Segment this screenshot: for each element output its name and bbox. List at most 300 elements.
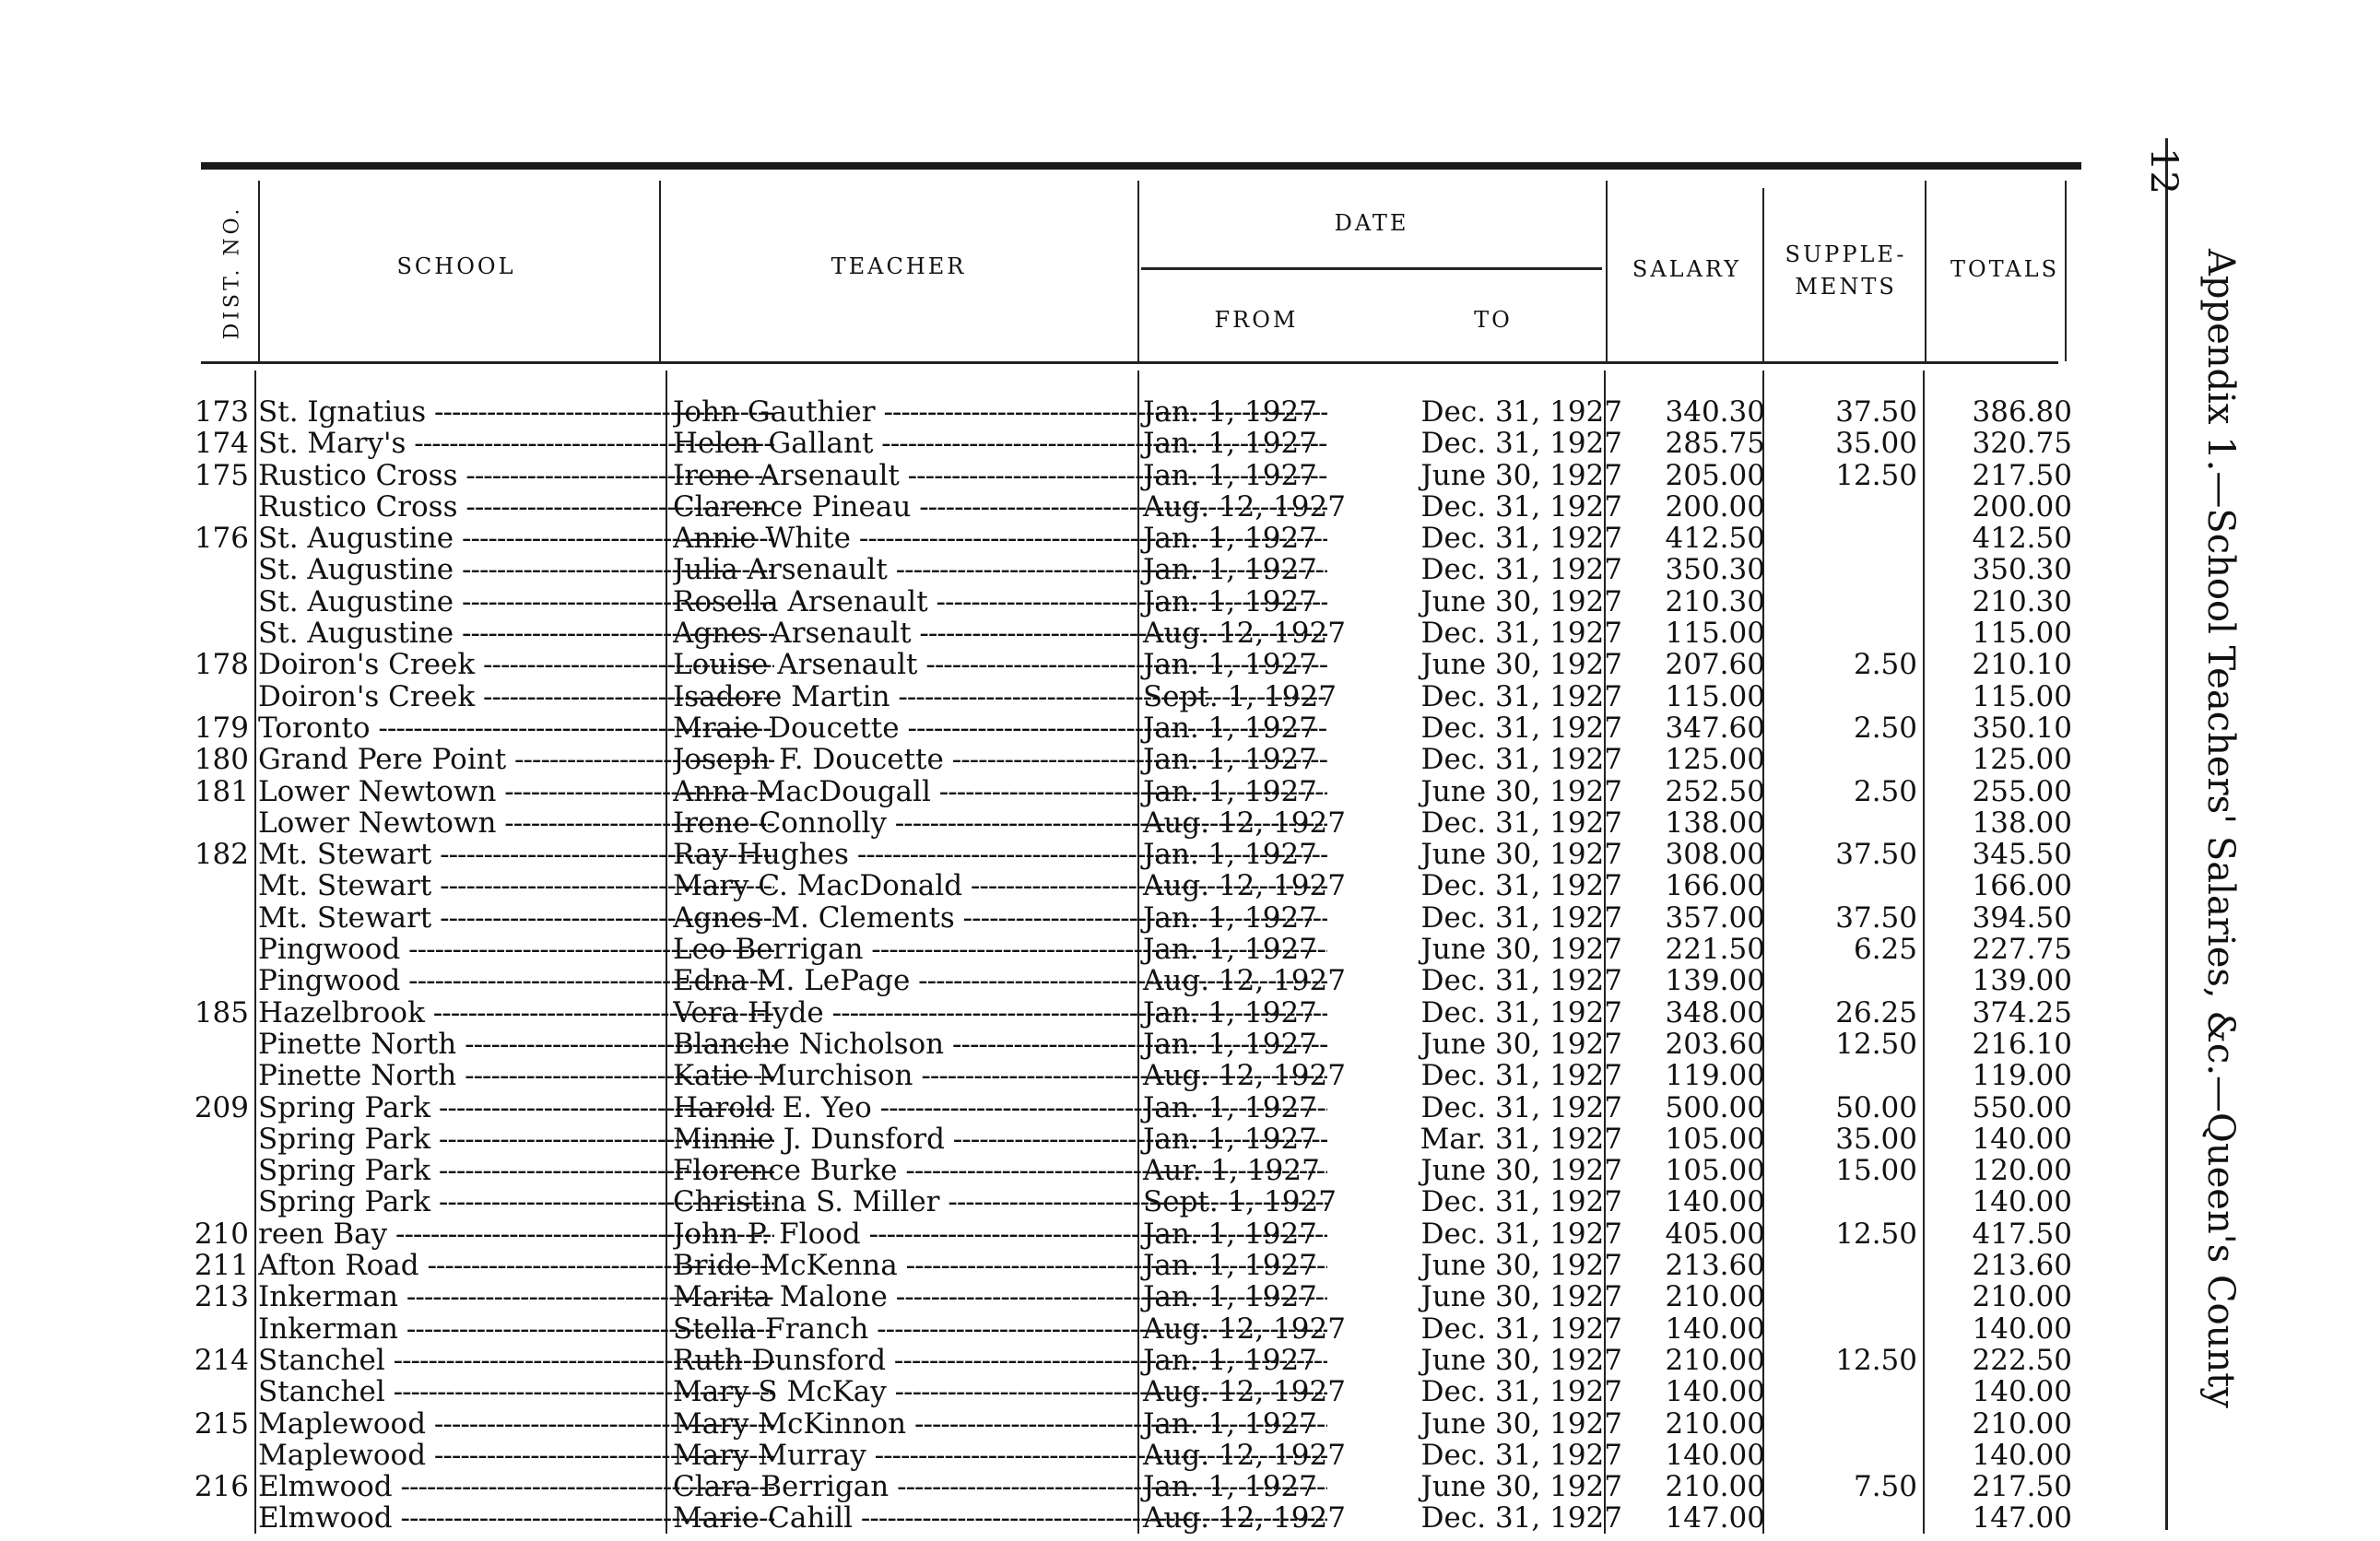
- table-row: [184, 1313, 2083, 1345]
- date-to-cell: Dec. 31, 1927: [1420, 995, 1622, 1029]
- teacher-cell: Irene Arsenault -----: [673, 460, 1327, 491]
- total-cell: 200.00: [1972, 489, 2072, 523]
- total-cell: 394.50: [1972, 900, 2072, 935]
- date-to-cell: Dec. 31, 1927: [1420, 900, 1622, 935]
- teacher-cell: Vera Hyde -----: [673, 997, 1327, 1029]
- total-cell: 140.00: [1972, 1185, 2072, 1219]
- date-to-cell: Dec. 31, 1927: [1420, 617, 1622, 651]
- date-from-cell: Jan. 1, 1927: [1143, 774, 1317, 808]
- teacher-cell: John P. Flood -----: [673, 1218, 1327, 1250]
- dist-no-cell: 215: [194, 1406, 249, 1441]
- table-row: [184, 965, 2083, 996]
- salary-cell: 221.50: [1665, 933, 1765, 967]
- salary-cell: 138.00: [1665, 806, 1765, 840]
- total-cell: 139.00: [1972, 964, 2072, 998]
- table-row: [184, 1218, 2083, 1250]
- header-school: SCHOOL: [396, 253, 516, 279]
- school-cell: St. Mary's -----: [258, 428, 774, 459]
- table-row: [184, 586, 2083, 618]
- school-cell: St. Augustine -----: [258, 523, 774, 554]
- school-cell: Stanchel -----: [258, 1376, 774, 1407]
- date-to-cell: June 30, 1927: [1420, 1470, 1622, 1504]
- salary-cell: 115.00: [1665, 617, 1765, 651]
- date-to-cell: Dec. 31, 1927: [1420, 1438, 1622, 1472]
- date-from-cell: Jan. 1, 1927: [1143, 1470, 1317, 1504]
- date-to-cell: Dec. 31, 1927: [1420, 1059, 1622, 1093]
- teacher-cell: Marita Malone -----: [673, 1281, 1327, 1312]
- supplements-cell: 2.50: [1853, 711, 1917, 745]
- date-to-cell: June 30, 1927: [1420, 1343, 1622, 1377]
- date-from-cell: Jan. 1, 1927: [1143, 995, 1317, 1029]
- header-dist-no: [205, 184, 260, 359]
- supplements-cell: 26.25: [1835, 995, 1917, 1029]
- teacher-cell: Mraie Doucette -----: [673, 712, 1327, 744]
- table-row: [184, 396, 2083, 428]
- header-totals: TOTALS: [1950, 256, 2060, 282]
- date-to-cell: Dec. 31, 1927: [1420, 1501, 1622, 1535]
- salary-cell: 140.00: [1665, 1375, 1765, 1409]
- supplements-cell: 2.50: [1853, 648, 1917, 682]
- salary-cell: 140.00: [1665, 1312, 1765, 1346]
- teacher-cell: Mary McKinnon -----: [673, 1408, 1327, 1440]
- dist-no-cell: 185: [194, 995, 249, 1029]
- table-row: [184, 902, 2083, 934]
- date-to-cell: June 30, 1927: [1420, 1280, 1622, 1314]
- teacher-cell: Agnes Arsenault -----: [673, 618, 1327, 649]
- date-from-cell: Jan. 1, 1927: [1143, 900, 1317, 935]
- total-cell: 217.50: [1972, 458, 2072, 492]
- teacher-cell: Florence Burke -----: [673, 1155, 1327, 1186]
- date-to-cell: Dec. 31, 1927: [1420, 1312, 1622, 1346]
- teacher-cell: Mary S McKay -----: [673, 1376, 1327, 1407]
- teacher-cell: Katie Murchison -----: [673, 1060, 1327, 1091]
- salary-cell: 166.00: [1665, 869, 1765, 903]
- school-cell: Inkerman -----: [258, 1313, 774, 1345]
- total-cell: 213.60: [1972, 1249, 2072, 1283]
- table-row: [184, 618, 2083, 649]
- salary-cell: 200.00: [1665, 489, 1765, 523]
- date-to-cell: Dec. 31, 1927: [1420, 1375, 1622, 1409]
- school-cell: Lower Newtown -----: [258, 776, 774, 807]
- date-from-cell: Aug. 12, 1927: [1143, 1059, 1346, 1093]
- teacher-cell: Mary Murray -----: [673, 1440, 1327, 1471]
- side-rule: [2165, 138, 2168, 1530]
- school-cell: St. Augustine -----: [258, 554, 774, 585]
- salary-cell: 210.00: [1665, 1343, 1765, 1377]
- school-cell: Pingwood -----: [258, 965, 774, 996]
- salary-cell: 500.00: [1665, 1090, 1765, 1124]
- total-cell: 210.30: [1972, 584, 2072, 618]
- total-cell: 320.75: [1972, 427, 2072, 461]
- table-row: [184, 1155, 2083, 1186]
- teacher-cell: Louise Arsenault -----: [673, 649, 1327, 680]
- dist-no-cell: 182: [194, 838, 249, 872]
- school-cell: Stanchel -----: [258, 1345, 774, 1376]
- teacher-cell: Annie White -----: [673, 523, 1327, 554]
- dist-no-cell: 211: [194, 1249, 249, 1283]
- date-to-cell: Dec. 31, 1927: [1420, 711, 1622, 745]
- salary-cell: 340.30: [1665, 395, 1765, 429]
- date-to-cell: Dec. 31, 1927: [1420, 489, 1622, 523]
- date-from-cell: Jan. 1, 1927: [1143, 1343, 1317, 1377]
- date-from-cell: Jan. 1, 1927: [1143, 1249, 1317, 1283]
- date-to-cell: June 30, 1927: [1420, 774, 1622, 808]
- total-cell: 550.00: [1972, 1090, 2072, 1124]
- school-cell: Mt. Stewart -----: [258, 870, 774, 901]
- salary-cell: 350.30: [1665, 553, 1765, 587]
- salary-cell: 205.00: [1665, 458, 1765, 492]
- teacher-cell: Clara Berrigan -----: [673, 1471, 1327, 1502]
- supplements-cell: 37.50: [1835, 838, 1917, 872]
- school-cell: Spring Park -----: [258, 1186, 774, 1218]
- date-from-cell: Jan. 1, 1927: [1143, 427, 1317, 461]
- school-cell: Rustico Cross -----: [258, 460, 774, 491]
- school-cell: St. Augustine -----: [258, 586, 774, 618]
- date-to-cell: June 30, 1927: [1420, 1406, 1622, 1441]
- teacher-cell: Rosella Arsenault -----: [673, 586, 1327, 618]
- salary-cell: 140.00: [1665, 1438, 1765, 1472]
- salary-cell: 147.00: [1665, 1501, 1765, 1535]
- total-cell: 417.50: [1972, 1217, 2072, 1251]
- table-row: [184, 1281, 2083, 1312]
- salary-cell: 210.00: [1665, 1406, 1765, 1441]
- total-cell: 120.00: [1972, 1154, 2072, 1188]
- total-cell: 345.50: [1972, 838, 2072, 872]
- salary-cell: 115.00: [1665, 679, 1765, 713]
- school-cell: Grand Pere Point -----: [258, 744, 774, 775]
- table-row: [184, 1471, 2083, 1502]
- date-to-cell: June 30, 1927: [1420, 584, 1622, 618]
- header-date: DATE: [1334, 210, 1409, 236]
- total-cell: 140.00: [1972, 1122, 2072, 1156]
- school-cell: Mt. Stewart -----: [258, 902, 774, 934]
- table-row: [184, 1186, 2083, 1218]
- school-cell: Spring Park -----: [258, 1092, 774, 1123]
- school-cell: St. Ignatius -----: [258, 396, 774, 428]
- date-from-cell: Jan. 1, 1927: [1143, 553, 1317, 587]
- header-divider: [1762, 188, 1764, 361]
- table-row: [184, 681, 2083, 712]
- table-row: [184, 744, 2083, 775]
- school-cell: Elmwood -----: [258, 1502, 774, 1534]
- table-row: [184, 428, 2083, 459]
- school-cell: Lower Newtown -----: [258, 807, 774, 839]
- teacher-cell: Leo Berrigan -----: [673, 934, 1327, 965]
- date-to-cell: Dec. 31, 1927: [1420, 522, 1622, 556]
- total-cell: 115.00: [1972, 679, 2072, 713]
- date-from-cell: Jan. 1, 1927: [1143, 838, 1317, 872]
- header-divider: [659, 181, 661, 361]
- total-cell: 210.00: [1972, 1406, 2072, 1441]
- table-row: [184, 712, 2083, 744]
- school-cell: Toronto -----: [258, 712, 774, 744]
- school-cell: Mt. Stewart -----: [258, 839, 774, 870]
- date-to-cell: June 30, 1927: [1420, 838, 1622, 872]
- table-row: [184, 1029, 2083, 1060]
- date-from-cell: Jan. 1, 1927: [1143, 743, 1317, 777]
- supplements-cell: 12.50: [1835, 1027, 1917, 1061]
- date-to-cell: June 30, 1927: [1420, 648, 1622, 682]
- school-cell: reen Bay -----: [258, 1218, 774, 1250]
- teacher-cell: Julia Arsenault -----: [673, 554, 1327, 585]
- total-cell: 210.10: [1972, 648, 2072, 682]
- date-from-cell: Jan. 1, 1927: [1143, 1122, 1317, 1156]
- table-row: [184, 807, 2083, 839]
- table-row: [184, 460, 2083, 491]
- school-cell: Pinette North -----: [258, 1029, 774, 1060]
- date-to-cell: Dec. 31, 1927: [1420, 964, 1622, 998]
- teacher-cell: Bride McKenna -----: [673, 1250, 1327, 1281]
- date-to-cell: Dec. 31, 1927: [1420, 1185, 1622, 1219]
- teacher-cell: Blanche Nicholson -----: [673, 1029, 1327, 1060]
- date-from-cell: Aug. 12, 1927: [1143, 489, 1346, 523]
- supplements-cell: 35.00: [1835, 1122, 1917, 1156]
- date-from-cell: Aug. 12, 1927: [1143, 1501, 1346, 1535]
- total-cell: 386.80: [1972, 395, 2072, 429]
- date-to-cell: Dec. 31, 1927: [1420, 869, 1622, 903]
- date-from-cell: Jan. 1, 1927: [1143, 1406, 1317, 1441]
- date-from-cell: Jan. 1, 1927: [1143, 458, 1317, 492]
- salary-table-body: [184, 396, 2083, 1535]
- salary-cell: 125.00: [1665, 743, 1765, 777]
- teacher-cell: Minnie J. Dunsford -----: [673, 1123, 1327, 1155]
- table-row: [184, 839, 2083, 870]
- salary-cell: 347.60: [1665, 711, 1765, 745]
- table-row: [184, 1092, 2083, 1123]
- supplements-cell: 15.00: [1835, 1154, 1917, 1188]
- total-cell: 217.50: [1972, 1470, 2072, 1504]
- total-cell: 350.30: [1972, 553, 2072, 587]
- date-to-cell: Dec. 31, 1927: [1420, 679, 1622, 713]
- school-cell: Pinette North -----: [258, 1060, 774, 1091]
- school-cell: Afton Road -----: [258, 1250, 774, 1281]
- salary-cell: 105.00: [1665, 1154, 1765, 1188]
- date-to-cell: Dec. 31, 1927: [1420, 1090, 1622, 1124]
- supplements-cell: 7.50: [1853, 1470, 1917, 1504]
- date-from-cell: Aug. 12, 1927: [1143, 869, 1346, 903]
- header-supplements-1: SUPPLE-: [1785, 241, 1907, 267]
- header-divider: [1606, 181, 1608, 361]
- dist-no-cell: 213: [194, 1280, 249, 1314]
- salary-cell: 140.00: [1665, 1185, 1765, 1219]
- total-cell: 210.00: [1972, 1280, 2072, 1314]
- date-from-cell: Jan. 1, 1927: [1143, 1027, 1317, 1061]
- date-to-cell: Dec. 31, 1927: [1420, 395, 1622, 429]
- salary-cell: 119.00: [1665, 1059, 1765, 1093]
- date-from-cell: Jan. 1, 1927: [1143, 1280, 1317, 1314]
- teacher-cell: Mary C. MacDonald -----: [673, 870, 1327, 901]
- total-cell: 222.50: [1972, 1343, 2072, 1377]
- supplements-cell: 50.00: [1835, 1090, 1917, 1124]
- date-from-cell: Sept. 1, 1927: [1143, 1185, 1337, 1219]
- date-from-cell: Aug. 12, 1927: [1143, 1312, 1346, 1346]
- header-from: FROM: [1214, 307, 1299, 333]
- date-from-cell: Jan. 1, 1927: [1143, 711, 1317, 745]
- date-from-cell: Jan. 1, 1927: [1143, 1217, 1317, 1251]
- date-to-cell: June 30, 1927: [1420, 458, 1622, 492]
- page-number: 12: [2142, 147, 2185, 194]
- school-cell: Elmwood -----: [258, 1471, 774, 1502]
- date-to-cell: Dec. 31, 1927: [1420, 1217, 1622, 1251]
- date-from-cell: Jan. 1, 1927: [1143, 522, 1317, 556]
- date-to-cell: Dec. 31, 1927: [1420, 743, 1622, 777]
- teacher-cell: Stella Franch -----: [673, 1313, 1327, 1345]
- school-cell: Doiron's Creek -----: [258, 681, 774, 712]
- date-from-cell: Sept. 1, 1927: [1143, 679, 1337, 713]
- salary-cell: 139.00: [1665, 964, 1765, 998]
- table-row: [184, 997, 2083, 1029]
- total-cell: 166.00: [1972, 869, 2072, 903]
- teacher-cell: Marie Cahill -----: [673, 1502, 1327, 1534]
- running-title: Appendix 1.—School Teachers' Salaries, &c.—Queen's County: [2199, 249, 2242, 1408]
- date-from-cell: Jan. 1, 1927: [1143, 1090, 1317, 1124]
- header-supplements-2: MENTS: [1795, 274, 1897, 300]
- teacher-cell: Anna MacDougall -----: [673, 776, 1327, 807]
- school-cell: Pingwood -----: [258, 934, 774, 965]
- school-cell: Spring Park -----: [258, 1123, 774, 1155]
- dist-no-cell: 178: [194, 648, 249, 682]
- total-cell: 119.00: [1972, 1059, 2072, 1093]
- salary-cell: 210.00: [1665, 1470, 1765, 1504]
- header-divider: [1137, 181, 1139, 361]
- total-cell: 140.00: [1972, 1312, 2072, 1346]
- teacher-cell: Irene Connolly -----: [673, 807, 1327, 839]
- teacher-cell: John Gauthier -----: [673, 396, 1327, 428]
- teacher-cell: Edna M. LePage -----: [673, 965, 1327, 996]
- dist-no-cell: 209: [194, 1090, 249, 1124]
- date-to-cell: Mar. 31, 1927: [1420, 1122, 1622, 1156]
- table-row: [184, 1376, 2083, 1407]
- header-to: TO: [1474, 307, 1513, 333]
- dist-no-cell: 173: [194, 395, 249, 429]
- supplements-cell: 6.25: [1853, 933, 1917, 967]
- table-row: [184, 1123, 2083, 1155]
- table-row: [184, 523, 2083, 554]
- teacher-cell: Ruth Dunsford -----: [673, 1345, 1327, 1376]
- teacher-cell: Isadore Martin -----: [673, 681, 1327, 712]
- supplements-cell: 12.50: [1835, 458, 1917, 492]
- date-from-cell: Jan. 1, 1927: [1143, 584, 1317, 618]
- header-bottom-rule: [201, 361, 2058, 364]
- salary-cell: 210.30: [1665, 584, 1765, 618]
- salary-cell: 252.50: [1665, 774, 1765, 808]
- supplements-cell: 12.50: [1835, 1217, 1917, 1251]
- school-cell: Maplewood -----: [258, 1408, 774, 1440]
- date-to-cell: June 30, 1927: [1420, 1249, 1622, 1283]
- date-to-cell: June 30, 1927: [1420, 933, 1622, 967]
- school-cell: Doiron's Creek -----: [258, 649, 774, 680]
- salary-cell: 412.50: [1665, 522, 1765, 556]
- salary-cell: 203.60: [1665, 1027, 1765, 1061]
- top-rule: [201, 162, 2081, 170]
- table-row: [184, 1440, 2083, 1471]
- header-divider: [1925, 181, 1926, 361]
- school-cell: Rustico Cross -----: [258, 491, 774, 523]
- total-cell: 255.00: [1972, 774, 2072, 808]
- table-row: [184, 934, 2083, 965]
- table-row: [184, 1250, 2083, 1281]
- date-from-cell: Jan. 1, 1927: [1143, 395, 1317, 429]
- school-cell: Hazelbrook -----: [258, 997, 774, 1029]
- date-to-cell: Dec. 31, 1927: [1420, 806, 1622, 840]
- salary-cell: 105.00: [1665, 1122, 1765, 1156]
- teacher-cell: Helen Gallant -----: [673, 428, 1327, 459]
- dist-no-cell: 180: [194, 743, 249, 777]
- total-cell: 125.00: [1972, 743, 2072, 777]
- table-row: [184, 776, 2083, 807]
- date-to-cell: June 30, 1927: [1420, 1154, 1622, 1188]
- dist-no-cell: 179: [194, 711, 249, 745]
- date-from-cell: Aug. 12, 1927: [1143, 617, 1346, 651]
- total-cell: 140.00: [1972, 1438, 2072, 1472]
- salary-cell: 210.00: [1665, 1280, 1765, 1314]
- salary-cell: 308.00: [1665, 838, 1765, 872]
- total-cell: 140.00: [1972, 1375, 2072, 1409]
- header-divider: [2065, 181, 2067, 361]
- dist-no-cell: 210: [194, 1217, 249, 1251]
- teacher-cell: Clarence Pineau -----: [673, 491, 1327, 523]
- total-cell: 350.10: [1972, 711, 2072, 745]
- dist-no-cell: 174: [194, 427, 249, 461]
- total-cell: 216.10: [1972, 1027, 2072, 1061]
- dist-no-cell: 214: [194, 1343, 249, 1377]
- supplements-cell: 2.50: [1853, 774, 1917, 808]
- table-row: [184, 491, 2083, 523]
- header-date-rule: [1141, 267, 1602, 270]
- teacher-cell: Agnes M. Clements -----: [673, 902, 1327, 934]
- school-cell: Maplewood -----: [258, 1440, 774, 1471]
- supplements-cell: 37.50: [1835, 395, 1917, 429]
- dist-no-cell: 216: [194, 1470, 249, 1504]
- total-cell: 227.75: [1972, 933, 2072, 967]
- date-from-cell: Aug. 12, 1927: [1143, 964, 1346, 998]
- salary-cell: 405.00: [1665, 1217, 1765, 1251]
- date-to-cell: Dec. 31, 1927: [1420, 427, 1622, 461]
- school-cell: St. Augustine -----: [258, 618, 774, 649]
- header-teacher: TEACHER: [831, 253, 967, 279]
- dist-no-cell: 175: [194, 458, 249, 492]
- header-divider: [258, 181, 260, 361]
- date-from-cell: Aug. 12, 1927: [1143, 1438, 1346, 1472]
- date-from-cell: Aug. 12, 1927: [1143, 1375, 1346, 1409]
- salary-cell: 357.00: [1665, 900, 1765, 935]
- school-cell: Spring Park -----: [258, 1155, 774, 1186]
- supplements-cell: 37.50: [1835, 900, 1917, 935]
- supplements-cell: 12.50: [1835, 1343, 1917, 1377]
- table-row: [184, 1408, 2083, 1440]
- total-cell: 115.00: [1972, 617, 2072, 651]
- date-from-cell: Aug. 12, 1927: [1143, 806, 1346, 840]
- salary-cell: 213.60: [1665, 1249, 1765, 1283]
- table-row: [184, 1345, 2083, 1376]
- table-row: [184, 1060, 2083, 1091]
- teacher-cell: Joseph F. Doucette -----: [673, 744, 1327, 775]
- teacher-cell: Ray Hughes -----: [673, 839, 1327, 870]
- teacher-cell: Christina S. Miller -----: [673, 1186, 1327, 1218]
- table-row: [184, 649, 2083, 680]
- header-dist-no-label: DIST. NO.: [220, 205, 244, 339]
- teacher-cell: Harold E. Yeo -----: [673, 1092, 1327, 1123]
- salary-cell: 207.60: [1665, 648, 1765, 682]
- supplements-cell: 35.00: [1835, 427, 1917, 461]
- total-cell: 138.00: [1972, 806, 2072, 840]
- total-cell: 147.00: [1972, 1501, 2072, 1535]
- table-row: [184, 1502, 2083, 1534]
- dist-no-cell: 181: [194, 774, 249, 808]
- date-to-cell: Dec. 31, 1927: [1420, 553, 1622, 587]
- total-cell: 412.50: [1972, 522, 2072, 556]
- total-cell: 374.25: [1972, 995, 2072, 1029]
